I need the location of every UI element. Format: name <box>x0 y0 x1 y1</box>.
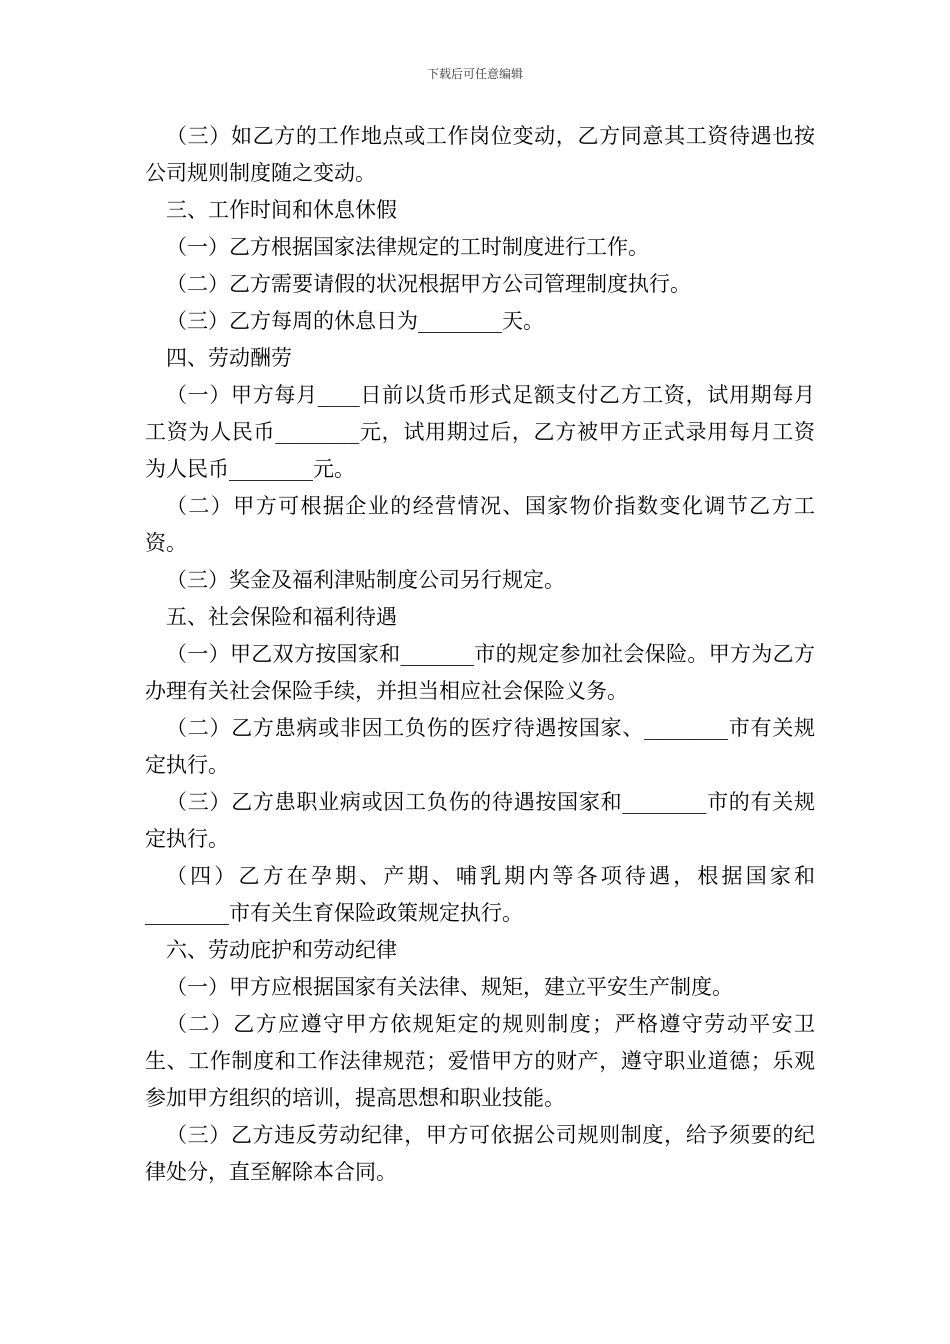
paragraph-6-2: （二）乙方应遵守甲方依规矩定的规则制度；严格遵守劳动平安卫生、工作制度和工作法律规范；爱惜甲方的财产，遵守职业道德；乐观参加甲方组织的培训，提高思想和职业技能。 <box>145 1012 815 1110</box>
page-header: 下载后可任意编辑 <box>426 67 523 81</box>
section-heading-4: 四、劳动酬劳 <box>166 346 292 370</box>
paragraph-5-1: （一）甲乙双方按国家和_______市的规定参加社会保险。甲方为乙方办理有关社会保险手续，并担当相应社会保险义务。 <box>145 642 815 703</box>
document-body <box>145 118 815 1191</box>
paragraph-6-1: （一）甲方应根据国家有关法律、规矩，建立平安生产制度。 <box>166 975 733 999</box>
paragraph-1: （三）如乙方的工作地点或工作岗位变动，乙方同意其工资待遇也按公司规则制度随之变动。 <box>145 124 815 185</box>
paragraph-6-3: （三）乙方违反劳动纪律，甲方可依据公司规则制度，给予须要的纪律处分，直至解除本合同。 <box>145 1123 815 1184</box>
paragraph-5-2: （二）乙方患病或非因工负伤的医疗待遇按国家、________市有关规定执行。 <box>145 716 815 777</box>
paragraph-4-1: （一）甲方每月____日前以货币形式足额支付乙方工资，试用期每月工资为人民币________元，试用期过后，乙方被甲方正式录用每月工资为人民币________元。 <box>145 383 815 481</box>
paragraph-4-2: （二）甲方可根据企业的经营情况、国家物价指数变化调节乙方工资。 <box>145 494 815 555</box>
section-heading-5: 五、社会保险和福利待遇 <box>166 605 397 629</box>
paragraph-5-4: （四）乙方在孕期、产期、哺乳期内等各项待遇，根据国家和________市有关生育保险政策规定执行。 <box>145 864 815 925</box>
paragraph-3-3: （三）乙方每周的休息日为________天。 <box>166 309 544 333</box>
paragraph-5-3: （三）乙方患职业病或因工负伤的待遇按国家和________市的有关规定执行。 <box>145 790 815 851</box>
paragraph-3-1: （一）乙方根据国家法律规定的工时制度进行工作。 <box>166 235 649 259</box>
section-heading-6: 六、劳动庇护和劳动纪律 <box>166 938 397 962</box>
paragraph-4-3: （三）奖金及福利津贴制度公司另行规定。 <box>166 568 565 592</box>
paragraph-3-2: （二）乙方需要请假的状况根据甲方公司管理制度执行。 <box>166 272 691 296</box>
section-heading-3: 三、工作时间和休息休假 <box>166 198 397 222</box>
